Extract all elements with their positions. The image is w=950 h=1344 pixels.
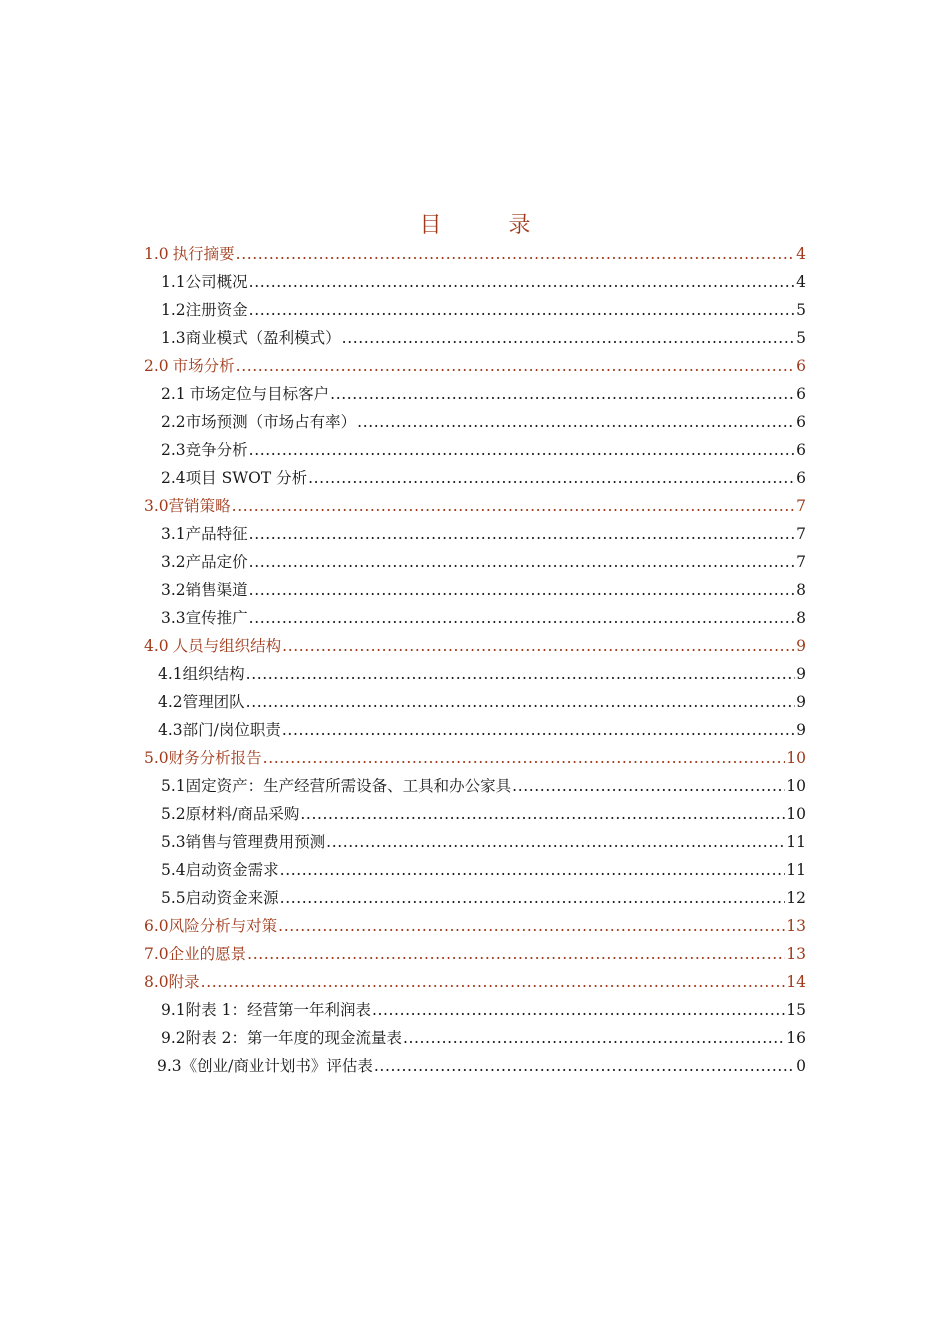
toc-entry-label: 销售与管理费用预测 [185, 833, 326, 851]
toc-entry-number: 3.0 [144, 497, 169, 515]
toc-entry-page: 10 [786, 777, 806, 795]
toc-entry-page: 7 [796, 497, 806, 515]
dot-leader [263, 746, 786, 770]
toc-title: 目 录 [419, 213, 561, 238]
toc-entry[interactable] [161, 438, 806, 462]
toc-entry-page: 9 [796, 721, 806, 739]
toc-entry-number: 5.3 [161, 833, 186, 851]
dot-leader [326, 830, 785, 854]
toc-entry-page: 14 [786, 973, 806, 991]
dot-leader [512, 774, 785, 798]
dot-leader [249, 550, 795, 574]
toc-entry-number: 8.0 [144, 973, 169, 991]
toc-entry-label: 市场分析 [172, 357, 235, 375]
dot-leader [280, 886, 786, 910]
toc-entry-label: 市场预测（市场占有率） [185, 413, 357, 431]
toc-entry-label: 组织结构 [182, 665, 245, 683]
toc-entry-number: 2.0 [144, 357, 169, 375]
toc-entry-number: 3.1 [161, 525, 186, 543]
toc-entry-label: 产品定价 [185, 553, 248, 571]
toc-entry-label: 部门/岗位职责 [182, 721, 281, 739]
toc-entry-label: 财务分析报告 [168, 749, 262, 767]
toc-entry[interactable] [161, 326, 806, 350]
toc-entry-page: 5 [796, 301, 806, 319]
dot-leader [342, 326, 795, 350]
toc-entry-page: 9 [796, 665, 806, 683]
toc-entry-label: 附表 1：经营第一年利润表 [185, 1001, 371, 1019]
toc-entry-number: 9.1 [161, 1001, 186, 1019]
dot-leader [201, 970, 786, 994]
dot-leader [249, 438, 795, 462]
toc-entry[interactable] [161, 998, 806, 1022]
dot-leader [282, 718, 795, 742]
toc-entry-page: 10 [786, 749, 806, 767]
toc-entry-page: 15 [786, 1001, 806, 1019]
toc-entry-number: 3.3 [161, 609, 186, 627]
dot-leader [278, 914, 785, 938]
toc-entry-number: 5.0 [144, 749, 169, 767]
toc-entry[interactable] [161, 522, 806, 546]
toc-entry-label: 市场定位与目标客户 [189, 385, 330, 403]
toc-entry-label: 启动资金来源 [185, 889, 279, 907]
toc-entry-page: 9 [796, 693, 806, 711]
dot-leader [232, 494, 795, 518]
toc-entry-number: 2.4 [161, 469, 186, 487]
dot-leader [246, 690, 795, 714]
toc-entry-page: 11 [786, 833, 806, 851]
toc-entry[interactable] [158, 718, 806, 742]
toc-entry-page: 6 [796, 357, 806, 375]
toc-entry-page: 10 [786, 805, 806, 823]
toc-entry-label: 产品特征 [185, 525, 248, 543]
toc-entry[interactable] [144, 494, 806, 518]
toc-entry-label: 企业的愿景 [168, 945, 247, 963]
toc-entry-number: 7.0 [144, 945, 169, 963]
dot-leader [357, 410, 795, 434]
toc-entry[interactable] [144, 746, 806, 770]
toc-entry-number: 3.2 [161, 581, 186, 599]
toc-entry[interactable] [161, 270, 806, 294]
toc-entry-page: 13 [786, 917, 806, 935]
toc-entry[interactable] [161, 858, 806, 882]
toc-entry[interactable] [161, 382, 806, 406]
dot-leader [280, 858, 786, 882]
toc-entry-label: 宣传推广 [185, 609, 248, 627]
toc-entry[interactable] [144, 914, 806, 938]
toc-entry[interactable] [161, 802, 806, 826]
toc-entry[interactable] [161, 410, 806, 434]
dot-leader [236, 354, 795, 378]
toc-entry-page: 6 [796, 413, 806, 431]
dot-leader [308, 466, 795, 490]
toc-entry-number: 4.0 [144, 637, 169, 655]
toc-entry-page: 9 [796, 637, 806, 655]
dot-leader [249, 298, 795, 322]
toc-entry-page: 12 [786, 889, 806, 907]
toc-entry-label: 销售渠道 [185, 581, 248, 599]
toc-entry-page: 7 [796, 525, 806, 543]
toc-entry-page: 13 [786, 945, 806, 963]
toc-entry-number: 5.2 [161, 805, 186, 823]
dot-leader [249, 578, 795, 602]
toc-entry-label: 附录 [168, 973, 200, 991]
toc-entry[interactable] [144, 970, 806, 994]
toc-entry-number: 1.3 [161, 329, 186, 347]
toc-entry[interactable] [144, 634, 806, 658]
toc-entry-label: 固定资产：生产经营所需设备、工具和办公家具 [185, 777, 512, 795]
toc-entry-number: 3.2 [161, 553, 186, 571]
toc-entry-number: 2.3 [161, 441, 186, 459]
toc-entry[interactable] [161, 1026, 806, 1050]
toc-entry[interactable] [161, 466, 806, 490]
dot-leader [374, 1054, 795, 1078]
toc-entry[interactable] [161, 578, 806, 602]
toc-entry[interactable] [161, 886, 806, 910]
dot-leader [300, 802, 785, 826]
toc-entry-number: 4.1 [158, 665, 183, 683]
dot-leader [247, 942, 785, 966]
toc-entry-page: 8 [796, 609, 806, 627]
toc-entry-label: 项目 SWOT 分析 [185, 469, 308, 487]
toc-entry-page: 6 [796, 385, 806, 403]
toc-entry-number: 5.4 [161, 861, 186, 879]
toc-entry-page: 4 [796, 245, 806, 263]
toc-entry-label: 人员与组织结构 [172, 637, 282, 655]
toc-entry-label: 竞争分析 [185, 441, 248, 459]
toc-entry-label: 营销策略 [168, 497, 231, 515]
toc-entry-number: 5.5 [161, 889, 186, 907]
toc-entry-page: 8 [796, 581, 806, 599]
toc-entry-label: 《创业/商业计划书》评估表 [181, 1057, 373, 1075]
dot-leader [249, 522, 795, 546]
toc-entry[interactable] [161, 774, 806, 798]
toc-entry-number: 5.1 [161, 777, 186, 795]
dot-leader [246, 662, 795, 686]
toc-entry[interactable] [161, 550, 806, 574]
dot-leader [249, 606, 795, 630]
toc-entry[interactable] [158, 690, 806, 714]
toc-entry-page: 5 [796, 329, 806, 347]
toc-entry-label: 公司概况 [185, 273, 248, 291]
dot-leader [236, 242, 795, 266]
toc-entry-label: 管理团队 [182, 693, 245, 711]
dot-leader [330, 382, 795, 406]
toc-entry-page: 11 [786, 861, 806, 879]
toc-entry[interactable] [161, 830, 806, 854]
toc-entry-number: 1.2 [161, 301, 186, 319]
toc-entry-label: 启动资金需求 [185, 861, 279, 879]
toc-entry-number: 4.2 [158, 693, 183, 711]
toc-entry-page: 16 [786, 1029, 806, 1047]
dot-leader [282, 634, 795, 658]
toc-entry-number: 9.2 [161, 1029, 186, 1047]
toc-entry-number: 1.1 [161, 273, 186, 291]
toc-entry-label: 风险分析与对策 [168, 917, 278, 935]
toc-entry-number: 2.2 [161, 413, 186, 431]
toc-entry-number: 2.1 [161, 385, 186, 403]
toc-entry-number: 9.3 [157, 1057, 182, 1075]
toc-entry-label: 原材料/商品采购 [185, 805, 300, 823]
toc-entry-label: 附表 2：第一年度的现金流量表 [185, 1029, 402, 1047]
toc-entry-page: 0 [796, 1057, 806, 1075]
toc-entry[interactable] [144, 354, 806, 378]
toc-entry-page: 7 [796, 553, 806, 571]
toc-entry-label: 执行摘要 [172, 245, 235, 263]
dot-leader [249, 270, 795, 294]
dot-leader [372, 998, 785, 1022]
toc-entry-page: 6 [796, 469, 806, 487]
dot-leader [403, 1026, 785, 1050]
toc-entry-label: 商业模式（盈利模式） [185, 329, 341, 347]
toc-entry[interactable] [157, 1054, 806, 1078]
toc-entry-label: 注册资金 [185, 301, 248, 319]
toc-entry[interactable] [144, 942, 806, 966]
toc-entry-number: 1.0 [144, 245, 169, 263]
toc-entry-page: 4 [796, 273, 806, 291]
toc-entry[interactable] [161, 298, 806, 322]
toc-entry-number: 6.0 [144, 917, 169, 935]
toc-entry[interactable] [144, 242, 806, 266]
toc-entry[interactable] [161, 606, 806, 630]
toc-entry-number: 4.3 [158, 721, 183, 739]
toc-entry[interactable] [158, 662, 806, 686]
toc-entry-page: 6 [796, 441, 806, 459]
